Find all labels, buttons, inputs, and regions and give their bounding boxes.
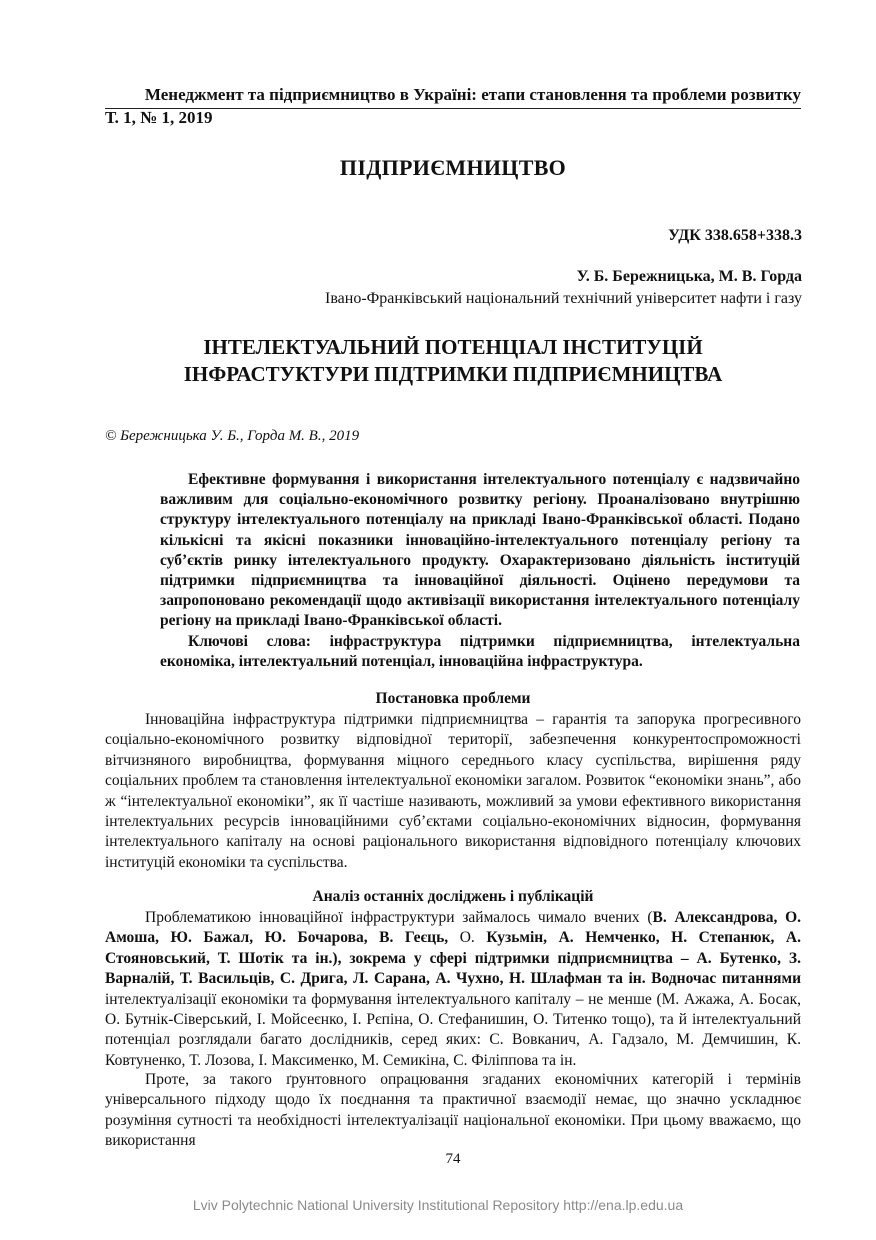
problem-paragraph [105, 710, 801, 873]
analysis-text [105, 908, 801, 1071]
authors: У. Б. Бережницька, М. В. Горда [576, 268, 802, 285]
copyright: © Бережницька У. Б., Горда М. В., 2019 [105, 428, 360, 444]
closing-paragraph [105, 1070, 801, 1152]
analysis-names-1: В. Александрова, О. Амоша, Ю. Бажал, Ю. Бочарова, В. Геєць, [105, 909, 801, 947]
keywords: Ключові слова: інфраструктура підтримки підприємництва, інтелектуальна економіка, інтелектуальний потенціал, інноваційна інфраструктура. [160, 632, 800, 670]
problem-text: Інноваційна інфраструктура підтримки підприємництва – гарантія та запорука прогресивного соціально-економічного розвитку відповідної території, забезпечення конкурентоспроможності вітчизняного виробництва, формування міцного середнього класу суспільства, вирішення ряду соціальних проблем та становлення інтелектуальної економіки загалом. Розвиток “економіки знань”, або ж “інтелектуальної економіки”, як її частіше називають, можливий за умови ефективного використання інтелектуальних ресурсів інноваційними суб’єктами соціально-економічних відносин, формування інтелектуального капіталу на основі раціонального використання відповідного потенціалу ключових інституцій економіки та суспільства. [105, 711, 801, 871]
analysis-paragraph [105, 908, 801, 1071]
closing-text: Проте, за такого ґрунтовного опрацювання згаданих економічних категорій і термінів універсального підходу щодо їх поєднання та практичної взаємодії немає, що значно ускладнює розуміння сутності та необхідності інтелектуалізації національної економіки. При цьому вважаємо, що використання [105, 1071, 801, 1150]
article-title-line-2: ІНФРАСТУКТУРИ ПІДТРИМКИ ПІДПРИЄМНИЦТВА [183, 362, 723, 386]
article-title-line-1: ІНТЕЛЕКТУАЛЬНИЙ ПОТЕНЦІАЛ ІНСТИТУЦІЙ [203, 335, 703, 359]
abstract-text: Ефективне формування і використання інтелектуального потенціалу є надзвичайно важливим для соціально-економічного розвитку регіону. Проаналізовано внутрішню структуру інтелектуального потенціалу на прикладі Івано-Франківської області. Подано кількісні та якісні показники інноваційно-інтелектуального потенціалу регіону та суб’єктів ринку інтелектуального продукту. Охарактеризовано діяльність інституцій підтримки підприємництва та інноваційної діяльності. Оцінено передумови та запропоновано рекомендації щодо активізації використання інтелектуального потенціалу регіону на прикладі Івано-Франківської області. [160, 471, 800, 630]
analysis-intro: Проблематикою інноваційної інфраструктури займалось чимало вчених ( [145, 909, 653, 926]
issue-info: Т. 1, № 1, 2019 [105, 108, 213, 127]
page-number: 74 [445, 1151, 461, 1167]
analysis-rest: інтелектуалізації економіки та формування інтелектуального капіталу – не менше (М. Ажажа, А. Босак, О. Бутнік-Сіверський, І. Мойсеєнко, І. Рєпіна, О. Стефанишин, О. Титенко тощо), та й інтелектуальний потенціал розглядали багато дослідників, серед яких: С. Вовканич, А. Гадзало, М. Демчишин, К. Ковтуненко, Т. Лозова, І. Максименко, М. Семикіна, С. Філіппова та ін. [105, 990, 801, 1069]
analysis-heading: Аналіз останніх досліджень і публікацій [312, 888, 594, 905]
abstract [160, 470, 800, 672]
analysis-initial: О. [448, 929, 487, 947]
problem-heading: Постановка проблеми [375, 690, 531, 707]
affiliation: Івано-Франківський національний технічний університет нафти і газу [324, 290, 802, 307]
udc-code: УДК 338.658+338.3 [668, 227, 802, 244]
article-title [0, 334, 876, 388]
journal-title: Менеджмент та підприємництво в Україні: етапи становлення та проблеми розвитку [144, 85, 801, 104]
repository-footer: Lviv Polytechnic National University Institutional Repository http://ena.lp.edu.ua [192, 1197, 684, 1213]
analysis-names-2: Кузьмін, А. Немченко, Н. Степанюк, А. Стояновський, Т. Шотік та ін.), зокрема у сфері підтримки підприємництва – А. Бутенко, З. Варналій, Т. Васильців, С. Дрига, Л. Сарана, А. Чухно, Н. Шлафман та ін. Водночас питаннями [105, 929, 801, 988]
section-title: ПІДПРИЄМНИЦТВО [339, 155, 567, 180]
